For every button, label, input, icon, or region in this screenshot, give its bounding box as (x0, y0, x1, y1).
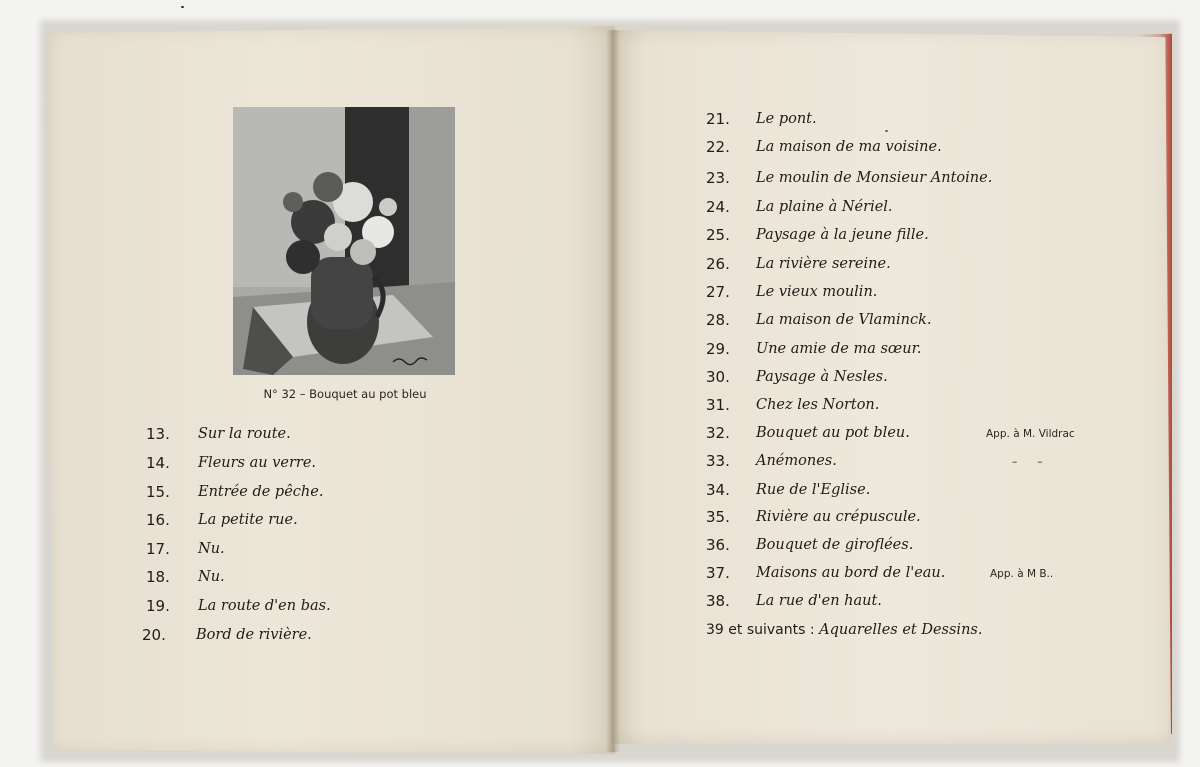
catalog-entry (146, 451, 446, 475)
catalog-entry (146, 480, 446, 504)
catalog-entry (706, 449, 1096, 473)
catalog-entry (706, 365, 1096, 389)
catalog-entry (706, 561, 1096, 585)
catalog-entry (706, 252, 1096, 276)
entry-title: La petite rue. (198, 512, 298, 528)
entry-title: Nu. (198, 569, 225, 585)
catalog-entry (146, 508, 446, 532)
entry-title: Bouquet de giroflées. (756, 537, 914, 553)
entry-number: 22. (706, 138, 730, 156)
footer-prefix: 39 et suivants : (706, 622, 815, 638)
entry-title: Bord de rivière. (196, 627, 312, 643)
entry-number: 15. (146, 483, 170, 501)
entry-title: Anémones. (756, 453, 837, 469)
entry-title: Rivière au crépuscule. (756, 509, 921, 525)
footer-text: Aquarelles et Dessins. (819, 622, 983, 638)
entry-number: 18. (146, 568, 170, 586)
entry-number: 33. (706, 452, 730, 470)
catalog-footer (706, 618, 982, 642)
entry-number: 32. (706, 424, 730, 442)
catalog-entry (706, 421, 1096, 445)
entry-number: 25. (706, 226, 730, 244)
ditto-note: – – (1012, 456, 1043, 468)
catalog-entry (706, 135, 1096, 159)
entry-title: La rivière sereine. (756, 256, 891, 272)
entry-number: 26. (706, 255, 730, 273)
entry-number: 17. (146, 540, 170, 558)
entry-number: 37. (706, 564, 730, 582)
entry-title: Paysage à la jeune fille. (756, 227, 929, 243)
catalog-entry (706, 337, 1096, 361)
catalog-entry (706, 478, 1096, 502)
entry-title: La rue d'en haut. (756, 593, 882, 609)
catalog-entry (142, 623, 442, 647)
catalog-entry (706, 393, 1096, 417)
entry-number: 34. (706, 481, 730, 499)
entry-number: 31. (706, 396, 730, 414)
entry-title: Sur la route. (198, 426, 291, 442)
entry-number: 16. (146, 511, 170, 529)
entry-number: 30. (706, 368, 730, 386)
entry-number: 19. (146, 597, 170, 615)
entry-number: 35. (706, 508, 730, 526)
entry-title: Nu. (198, 541, 225, 557)
entry-title: Le vieux moulin. (756, 284, 878, 300)
entry-title: La maison de Vlaminck. (756, 312, 932, 328)
catalog-entry (706, 533, 1096, 557)
entry-title: Paysage à Nesles. (756, 369, 888, 385)
entry-title: Chez les Norton. (756, 397, 880, 413)
entry-title: La maison de ma voisine. (756, 139, 942, 155)
loan-note: App. à M. Vildrac (986, 428, 1075, 440)
entry-title: Rue de l'Eglise. (756, 482, 871, 498)
entry-title: Le moulin de Monsieur Antoine. (756, 170, 993, 186)
still-life-image (233, 107, 455, 375)
catalog-entry (146, 537, 446, 561)
entry-number: 38. (706, 592, 730, 610)
paper-speck (181, 6, 184, 8)
catalog-entry (706, 280, 1096, 304)
entry-number: 13. (146, 425, 170, 443)
entry-number: 24. (706, 198, 730, 216)
entry-number: 27. (706, 283, 730, 301)
entry-title: Le pont. (756, 111, 817, 127)
entry-title: Fleurs au verre. (198, 455, 317, 471)
entry-number: 36. (706, 536, 730, 554)
entry-title: Maisons au bord de l'eau. (756, 565, 946, 581)
entry-title: Entrée de pêche. (198, 484, 324, 500)
catalog-entry (706, 166, 1096, 190)
loan-note: App. à M B.. (990, 568, 1054, 580)
entry-number: 28. (706, 311, 730, 329)
entry-number: 29. (706, 340, 730, 358)
catalog-entry (706, 195, 1096, 219)
entry-title: Bouquet au pot bleu. (756, 425, 910, 441)
entry-number: 14. (146, 454, 170, 472)
entry-title: Une amie de ma sœur. (756, 341, 922, 357)
catalog-entry (146, 565, 446, 589)
entry-title: La route d'en bas. (198, 598, 331, 614)
entry-title: La plaine à Nériel. (756, 199, 893, 215)
catalog-entry (706, 505, 1096, 529)
photo-caption: N° 32 – Bouquet au pot bleu (263, 387, 427, 401)
entry-number: 21. (706, 110, 730, 128)
entry-number: 20. (142, 626, 166, 644)
catalog-entry (706, 308, 1096, 332)
catalog-entry (706, 223, 1096, 247)
painting-photo (233, 107, 455, 375)
catalog-entry (706, 589, 1096, 613)
catalog-entry (706, 107, 1096, 131)
catalog-entry (146, 422, 446, 446)
catalog-entry (146, 594, 446, 618)
book-gutter (606, 30, 620, 752)
entry-number: 23. (706, 169, 730, 187)
